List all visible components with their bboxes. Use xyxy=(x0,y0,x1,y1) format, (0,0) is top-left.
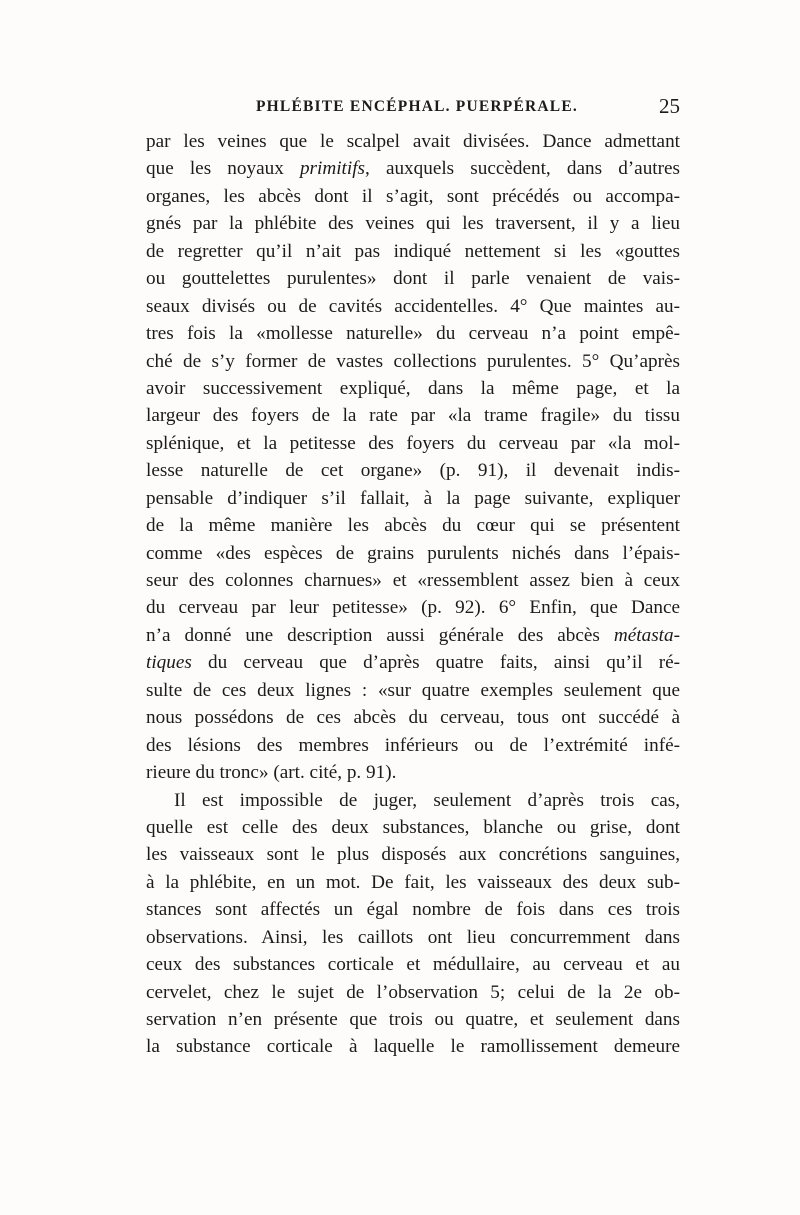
text-line xyxy=(146,238,680,265)
text-line xyxy=(146,1033,680,1060)
text-line xyxy=(146,869,680,896)
text-run: observations. Ainsi, les caillots ont lieu concurremment dans xyxy=(146,926,680,948)
body-text xyxy=(146,128,680,1061)
text-line xyxy=(146,320,680,347)
text-run: , auxquels succèdent, dans d’autres xyxy=(365,158,680,180)
text-line xyxy=(146,896,680,923)
text-run: rieure du tronc» (art. cité, p. 91). xyxy=(146,762,397,784)
text-run: à la phlébite, en un mot. De fait, les vaisseaux des deux sub- xyxy=(146,871,680,893)
text-run: gnés par la phlébite des veines qui les traversent, il y a lieu xyxy=(146,213,680,235)
text-run: ou gouttelettes purulentes» dont il parle venaient de vais- xyxy=(146,268,680,290)
text-run: servation n’en présente que trois ou quatre, et seulement dans xyxy=(146,1009,680,1030)
text-line xyxy=(146,210,680,237)
text-run: organes, les abcès dont il s’agit, sont précédés ou accompa- xyxy=(146,185,680,207)
text-run: sulte de ces deux lignes : «sur quatre exemples seulement que xyxy=(146,679,680,701)
text-run: par les veines que le scalpel avait divisées. Dance admettant xyxy=(146,131,680,152)
text-run: lesse naturelle de cet organe» (p. 91), il devenait indis- xyxy=(146,460,680,482)
text-line xyxy=(146,512,680,539)
text-run: de regretter qu’il n’ait pas indiqué nettement si les «gouttes xyxy=(146,240,680,262)
text-run: du cerveau que d’après quatre faits, ainsi qu’il ré- xyxy=(191,652,680,674)
text-line xyxy=(146,759,680,786)
text-run: la substance corticale à laquelle le ramollissement demeure xyxy=(146,1036,680,1058)
text-run: du cerveau par leur petitesse» (p. 92). 6° Enfin, que Dance xyxy=(146,597,680,619)
text-run: nous possédons de ces abcès du cerveau, tous ont succédé à xyxy=(146,707,680,729)
text-line xyxy=(146,622,680,649)
text-run: n’a donné une description aussi générale des abcès xyxy=(146,624,614,646)
text-run: seaux divisés ou de cavités accidentelles. 4° Que maintes au- xyxy=(146,295,680,317)
text-run: splénique, et la petitesse des foyers du cerveau par «la mol- xyxy=(146,432,680,454)
text-run: Il est impossible de juger, seulement d’après trois cas, xyxy=(174,789,680,811)
page-number: 25 xyxy=(659,94,680,118)
text-run: pensable d’indiquer s’il fallait, à la page suivante, expliquer xyxy=(146,487,680,509)
text-line xyxy=(146,183,680,210)
text-line xyxy=(146,594,680,621)
text-line xyxy=(146,814,680,841)
text-run: que les noyaux xyxy=(146,158,300,180)
text-run: seur des colonnes charnues» et «ressemblent assez bien à ceux xyxy=(146,570,680,591)
text-line xyxy=(146,155,680,182)
text-run: ché de s’y former de vastes collections purulentes. 5° Qu’après xyxy=(146,350,680,372)
text-run: des lésions des membres inférieurs ou de l’extrémité infé- xyxy=(146,734,680,756)
text-line xyxy=(146,375,680,402)
text-line xyxy=(146,704,680,731)
text-run: les vaisseaux sont le plus disposés aux concrétions sanguines, xyxy=(146,844,680,866)
text-line xyxy=(146,485,680,512)
text-line xyxy=(146,430,680,457)
text-run: cervelet, chez le sujet de l’observation 5; celui de la 2e ob- xyxy=(146,981,680,1003)
text-line xyxy=(146,348,680,375)
text-run: avoir successivement expliqué, dans la même page, et la xyxy=(146,377,680,399)
text-line xyxy=(146,787,680,814)
text-run: stances sont affectés un égal nombre de fois dans ces trois xyxy=(146,899,680,921)
text-line xyxy=(146,457,680,484)
text-run: largeur des foyers de la rate par «la trame fragile» du tissu xyxy=(146,405,680,427)
text-line xyxy=(146,732,680,759)
text-line xyxy=(146,1006,680,1033)
text-line xyxy=(146,841,680,868)
text-line xyxy=(146,979,680,1006)
text-run: de la même manière les abcès du cœur qui se présentent xyxy=(146,515,680,537)
text-line xyxy=(146,402,680,429)
text-line xyxy=(146,128,680,155)
text-line xyxy=(146,924,680,951)
text-run-italic: primitifs xyxy=(299,158,365,180)
text-run: ceux des substances corticale et médullaire, au cerveau et au xyxy=(146,954,680,976)
running-head xyxy=(146,94,680,118)
text-run-italic: tiques xyxy=(146,652,192,674)
text-run-italic: métasta- xyxy=(613,624,680,646)
text-line xyxy=(146,540,680,567)
text-run: tres fois la «mollesse naturelle» du cerveau n’a point empê- xyxy=(146,323,680,345)
text-line xyxy=(146,567,680,594)
running-title: PHLÉBITE ENCÉPHAL. PUERPÉRALE. xyxy=(256,98,578,115)
text-line xyxy=(146,677,680,704)
text-run: comme «des espèces de grains purulents nichés dans l’épais- xyxy=(146,542,680,564)
text-run: quelle est celle des deux substances, blanche ou grise, dont xyxy=(146,816,680,838)
text-line xyxy=(146,649,680,676)
text-line xyxy=(146,951,680,978)
text-line xyxy=(146,293,680,320)
text-line xyxy=(146,265,680,292)
